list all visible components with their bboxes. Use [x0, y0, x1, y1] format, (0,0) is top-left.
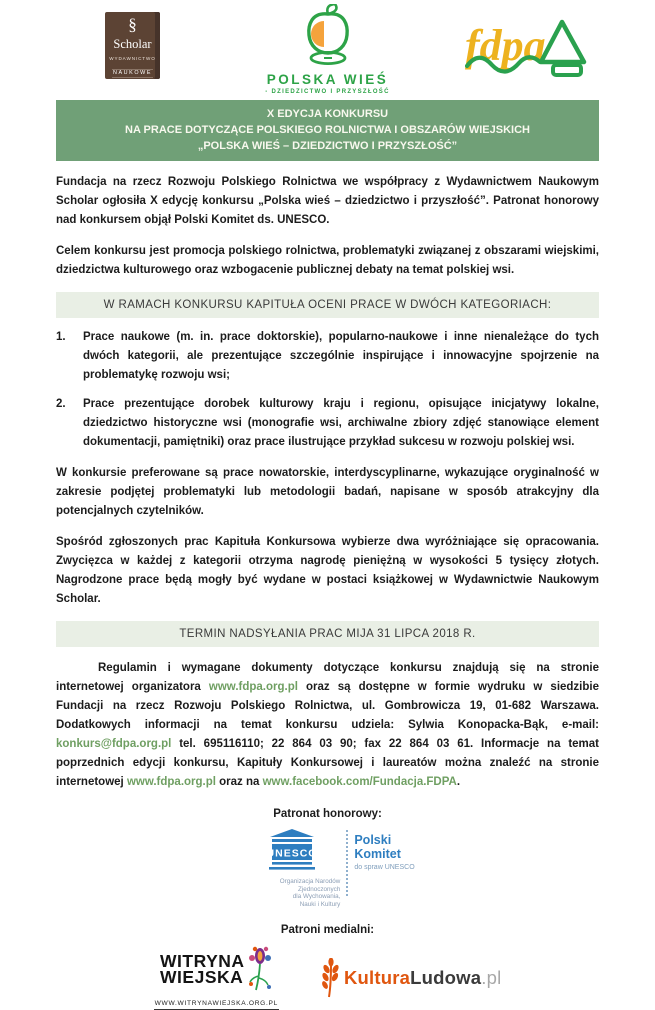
list-item-text: Prace naukowe (m. in. prace doktorskie), popularno-naukowe i inne nienależące do tych dwóch kategorii, ale prezentujące szczególnie inspirujące i innowacyjne spojrzenie na problematykę rozwoju wsi;: [83, 331, 599, 381]
dotted-divider: [346, 830, 348, 896]
list-item-number: 1.: [56, 331, 66, 343]
scholar-logo-subtitle1: WYDAWNICTWO: [109, 56, 156, 61]
scholar-logo-subtitle2: NAUKOWE: [112, 70, 153, 76]
contact-email-link[interactable]: konkurs@fdpa.org.pl: [56, 738, 172, 750]
contact-text: Regulamin i wymagane dokumenty dotyczące konkursu znajdują się na stronie internetowej organizatora: [56, 662, 599, 693]
fdpa-website-link[interactable]: www.fdpa.org.pl: [126, 776, 216, 788]
svg-text:fdpa: fdpa: [465, 21, 546, 70]
unesco-org-line: Organizacja Narodów: [279, 878, 341, 885]
award-paragraph: [56, 533, 599, 609]
content-column: [0, 100, 655, 1010]
scholar-ornament-icon: §: [128, 15, 137, 34]
intro-paragraph-1: Fundacja na rzecz Rozwoju Polskiego Rolnictwa we współpracy z Wydawnictwem Naukowym Scholar ogłosiła X edycję konkursu „Polska wieś – dziedzictwo i przyszłość”. Patronat honorowy nad konkursem objął Polski Komitet ds. UNESCO.: [56, 176, 599, 226]
contact-text: .: [456, 776, 461, 788]
fdpa-icon: [465, 14, 587, 80]
intro-paragraph-2: Celem konkursu jest promocja polskiego rolnictwa, problematyki związanej z obszarami wiejskimi, dziedzictwa kulturowego oraz wzbogacenie publicznej debaty na temat polskiej wsi.: [56, 245, 599, 276]
banner-line-2: NA PRACE DOTYCZĄCE POLSKIEGO ROLNICTWA I OBSZARÓW WIEJSKICH: [125, 124, 530, 136]
witryna-logo-line2: WIEJSKA: [160, 967, 244, 988]
title-banner: [56, 100, 599, 161]
committee-name-line: Polski: [354, 833, 392, 847]
kultura-part3: .pl: [481, 967, 502, 989]
kultura-ludowa-logo: [321, 958, 501, 998]
apple-plate-icon: [282, 4, 374, 66]
kultura-part1: Kultura: [343, 967, 411, 989]
contact-text: oraz na: [215, 776, 263, 788]
media-patrons-heading: Patroni medialni:: [280, 924, 375, 937]
facebook-link[interactable]: www.facebook.com/Fundacja.FDPA: [262, 776, 457, 788]
polska-wies-logo-subtitle: - DZIEDZICTWO I PRZYSZŁOŚĆ: [265, 89, 390, 95]
svg-text:UNESCO: UNESCO: [267, 847, 318, 860]
categories-list: [56, 328, 599, 452]
witryna-logo-line1: WITRYNA: [160, 950, 245, 971]
kultura-part2: Ludowa: [410, 967, 482, 989]
contact-text: tel. 695116110; 22 864 03 90; fax 22 864 03 61. Informacje na temat poprzednich edycji konkursu, Kapituły Konkursowej i laureatów można znaleźć na stronie internetowej: [56, 738, 599, 788]
folk-flower-icon: [247, 946, 273, 992]
fdpa-website-link[interactable]: www.fdpa.org.pl: [208, 681, 298, 693]
unesco-org-line: Zjednoczonych: [297, 885, 341, 893]
award-amount: 5 tysięcy złotych: [495, 555, 596, 567]
polska-wies-logo: [258, 4, 398, 95]
categories-heading: W RAMACH KONKURSU KAPITUŁA OCENI PRACE W DWÓCH KATEGORIACH:: [56, 292, 599, 318]
list-item-number: 2.: [56, 398, 66, 410]
unesco-org-name: [240, 878, 344, 908]
list-item-text: Prace prezentujące dorobek kulturowy kraju i regionu, opisujące inicjatywy lokalne, dziedzictwo historyczne wsi (monografie wsi, archiwalne zbiory zdjęć stanowiące element dokumentacji, pamiętniki) oraz prace ilustrujące przykład sukcesu w rozwoju polskiej wsi.: [83, 398, 599, 448]
polish-committee-block: [354, 828, 414, 871]
committee-name-line: Komitet: [354, 846, 401, 861]
kultura-wordmark: [344, 967, 501, 989]
honorary-patronage-heading: Patronat honorowy:: [273, 808, 382, 820]
banner-line-3: „POLSKA WIEŚ – DZIEDZICTWO I PRZYSZŁOŚĆ”: [197, 140, 458, 152]
list-item: [56, 328, 599, 385]
unesco-org-line: Nauki i Kultury: [299, 900, 341, 908]
contact-paragraph: [56, 659, 599, 792]
preferences-paragraph: W konkursie preferowane są prace nowatorskie, interdyscyplinarne, wykazujące oryginalność w zakresie podjętej problematyki lub metodologii badań, napisane w sposób atrakcyjny dla potencjalnych czytelników.: [56, 467, 599, 517]
award-text-before: Spośród zgłoszonych prac Kapituła Konkursowa wybierze dwa wyróżniające się opracowania. Zwycięzca w każdej z kategorii otrzyma nagrodę pieniężną w wysokości: [56, 536, 599, 567]
unesco-emblem-block: [240, 828, 344, 908]
contact-text: oraz są dostępne w formie wydruku w siedzibie Fundacji na rzecz Rozwoju Polskiego Rolnictwa, ul. Gombrowicza 19, 01-682 Warszawa. Dodatkowych informacji na temat konkursu udziela: Sylwia Konopacka-Bąk, e-mail:: [56, 681, 599, 731]
fdpa-logo: [465, 14, 587, 85]
deadline-bar: TERMIN NADSYŁANIA PRAC MIJA 31 LIPCA 2018 R.: [56, 621, 599, 647]
witryna-url-text[interactable]: WWW.WITRYNAWIEJSKA.ORG.PL: [154, 999, 279, 1010]
banner-line-1: X EDYCJA KONKURSU: [266, 108, 389, 120]
list-item: [56, 395, 599, 452]
scholar-publisher-logo: [105, 12, 160, 79]
unesco-temple-icon: [267, 828, 317, 870]
witryna-wiejska-logo: [154, 946, 279, 1010]
award-text-after: . Nagrodzone prace będą mogły być wydane w postaci książkowej w Wydawnictwie Naukowym Scholar.: [56, 555, 599, 605]
media-patrons-row: [56, 946, 599, 1010]
unesco-org-line: dla Wychowania,: [292, 893, 341, 901]
polska-wies-logo-title: POLSKA WIEŚ: [266, 72, 389, 87]
wheat-ear-icon: [321, 958, 341, 998]
unesco-committee-logo: [56, 828, 599, 908]
top-logo-row: [0, 0, 655, 95]
committee-subtitle: do spraw UNESCO: [354, 864, 415, 871]
scholar-logo-title: Scholar: [113, 37, 152, 51]
